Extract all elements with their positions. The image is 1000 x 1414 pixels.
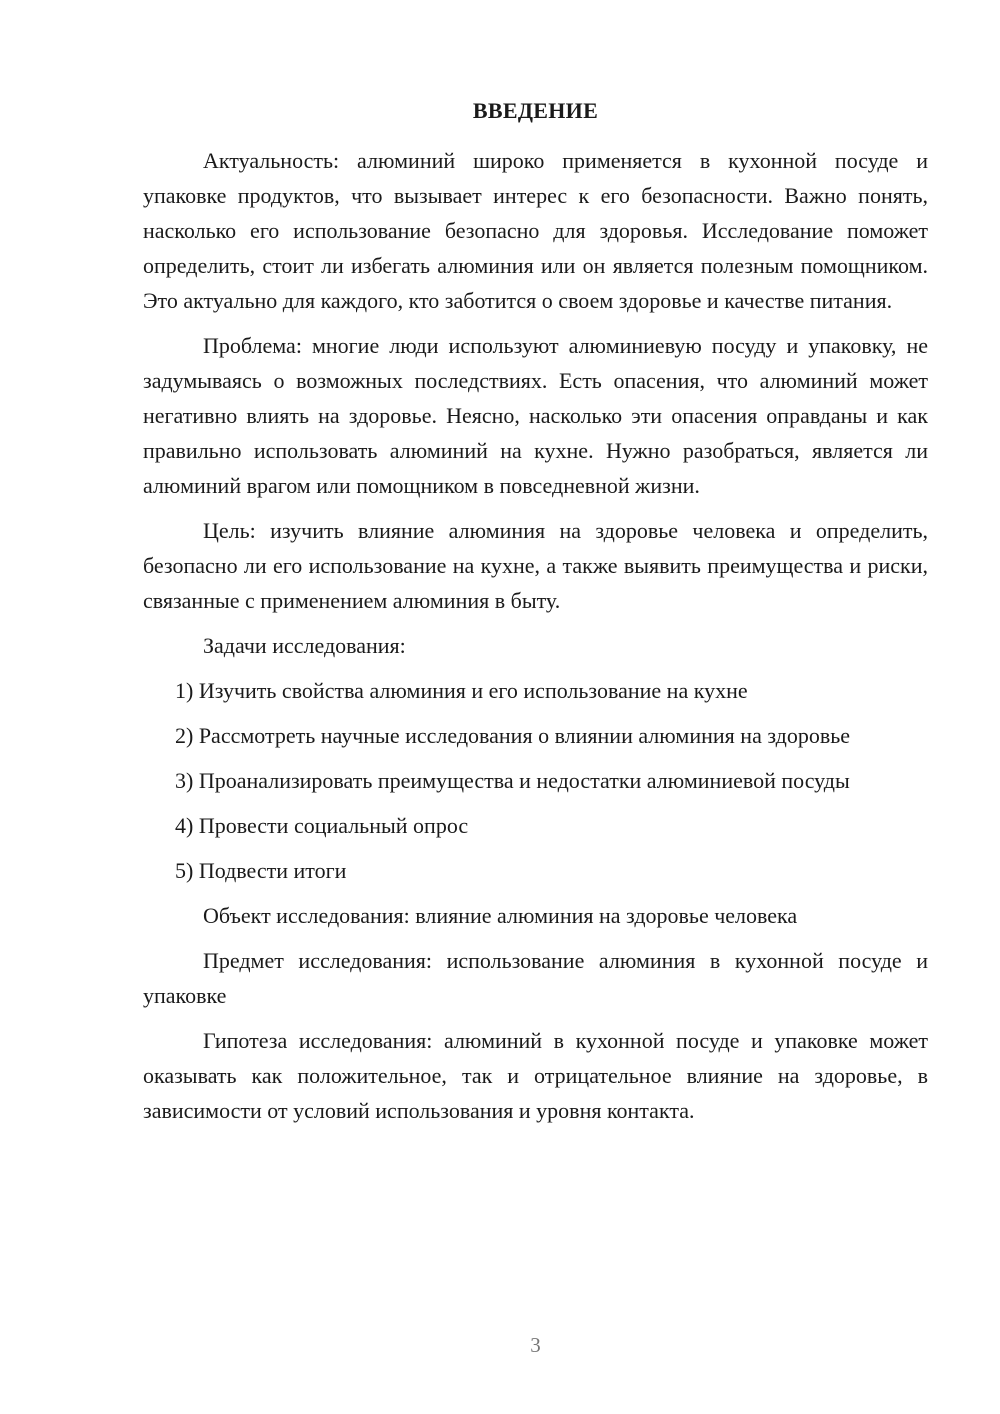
task-item: 2) Рассмотреть научные исследования о влиянии алюминия на здоровье — [175, 723, 851, 748]
subject-paragraph: Предмет исследования: использование алюминия в кухонной посуде и упаковке — [143, 948, 928, 1008]
relevance-paragraph: Актуальность: алюминий широко применяется в кухонной посуде и упаковке продуктов, что вызывает интерес к его безопасности. Важно понять, насколько его использование безопасно для здоровья. Исследование поможет определить, стоит ли избегать алюминия или он является полезным помощником. Это актуально для каждого, кто заботится о своем здоровье и качестве питания. — [143, 148, 928, 313]
goal-paragraph: Цель: изучить влияние алюминия на здоровье человека и определить, безопасно ли его использование на кухне, а также выявить преимущества и риски, связанные с применением алюминия в быту. — [143, 518, 928, 613]
task-item: 3) Проанализировать преимущества и недостатки алюминиевой посуды — [175, 768, 850, 793]
document-body — [143, 143, 928, 1138]
page-number: 3 — [530, 1333, 541, 1357]
problem-paragraph: Проблема: многие люди используют алюминиевую посуду и упаковку, не задумываясь о возможных последствиях. Есть опасения, что алюминий может негативно влиять на здоровье. Неясно, насколько эти опасения оправданы и как правильно использовать алюминий на кухне. Нужно разобраться, является ли алюминий врагом или помощником в повседневной жизни. — [143, 333, 928, 498]
task-item: 4) Провести социальный опрос — [175, 813, 469, 838]
task-item: 5) Подвести итоги — [175, 858, 347, 883]
object-paragraph: Объект исследования: влияние алюминия на здоровье человека — [203, 903, 798, 928]
hypothesis-paragraph: Гипотеза исследования: алюминий в кухонной посуде и упаковке может оказывать как положительное, так и отрицательное влияние на здоровье, в зависимости от условий использования и уровня контакта. — [143, 1028, 928, 1123]
page-title: ВВЕДЕНИЕ — [472, 98, 599, 123]
tasks-heading: Задачи исследования: — [203, 633, 406, 658]
task-item: 1) Изучить свойства алюминия и его использование на кухне — [175, 678, 748, 703]
